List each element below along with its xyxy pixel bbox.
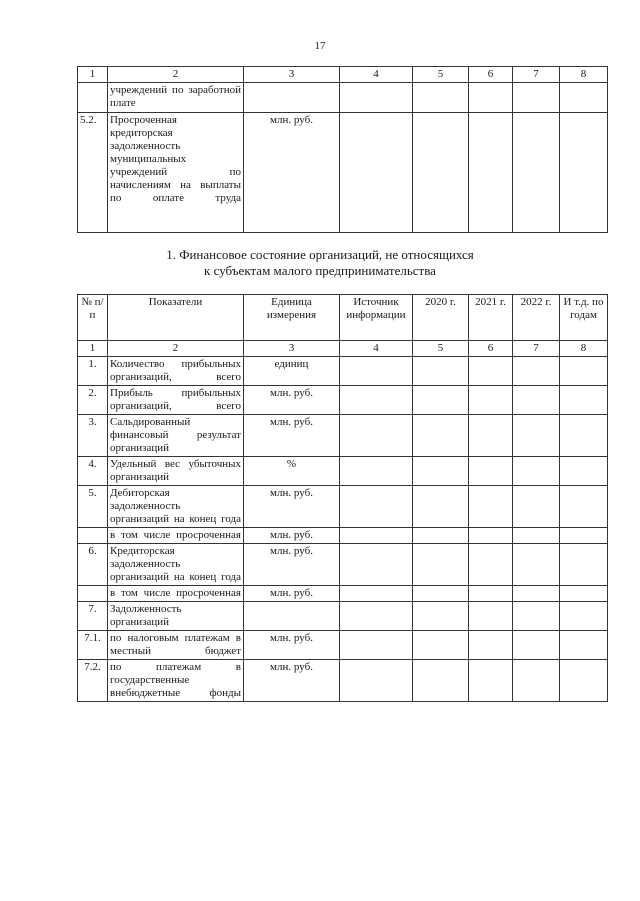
row-number: 7.2. <box>78 660 108 702</box>
empty-cell <box>560 528 608 544</box>
header-cell: Показатели <box>108 295 244 341</box>
empty-cell <box>469 586 513 602</box>
empty-cell <box>513 415 560 457</box>
table-row <box>78 660 608 702</box>
row-number <box>78 83 108 113</box>
empty-cell <box>469 631 513 660</box>
empty-cell <box>469 386 513 415</box>
empty-cell <box>469 602 513 631</box>
empty-cell <box>469 486 513 528</box>
empty-cell <box>340 357 413 386</box>
row-indicator: Сальдированный финансовый результат организаций <box>108 415 244 457</box>
row-indicator: в том числе просроченная <box>108 586 244 602</box>
row-unit: млн. руб. <box>244 486 340 528</box>
empty-cell <box>413 660 469 702</box>
table-row <box>78 602 608 631</box>
empty-cell <box>513 357 560 386</box>
row-indicator: Кредиторская задолженность организаций на конец года <box>108 544 244 586</box>
empty-cell <box>469 357 513 386</box>
col-number: 8 <box>560 67 608 83</box>
row-indicator: Удельный вес убыточных организаций <box>108 457 244 486</box>
col-number: 2 <box>108 67 244 83</box>
empty-cell <box>560 660 608 702</box>
empty-cell <box>513 631 560 660</box>
continued-table <box>77 66 608 233</box>
table-row <box>78 386 608 415</box>
empty-cell <box>513 660 560 702</box>
row-number: 1. <box>78 357 108 386</box>
empty-cell <box>340 486 413 528</box>
row-indicator: в том числе просроченная <box>108 528 244 544</box>
table-row <box>78 457 608 486</box>
header-cell: 2021 г. <box>469 295 513 341</box>
header-cell: 2022 г. <box>513 295 560 341</box>
financial-status-table <box>77 294 608 702</box>
row-indicator: учреждений по заработной плате <box>108 83 244 113</box>
section-title-line-1: 1. Финансовое состояние организаций, не относящихся <box>166 247 474 262</box>
empty-cell <box>513 544 560 586</box>
empty-cell <box>340 586 413 602</box>
header-cell: Источник информации <box>340 295 413 341</box>
empty-cell <box>413 415 469 457</box>
empty-cell <box>469 457 513 486</box>
empty-cell <box>560 544 608 586</box>
empty-cell <box>560 631 608 660</box>
header-cell: № п/п <box>78 295 108 341</box>
row-unit: млн. руб. <box>244 113 340 233</box>
col-number: 8 <box>560 341 608 357</box>
row-unit: млн. руб. <box>244 386 340 415</box>
table-row <box>78 486 608 528</box>
row-indicator: Прибыль прибыльных организаций, всего <box>108 386 244 415</box>
row-number: 2. <box>78 386 108 415</box>
empty-cell <box>513 602 560 631</box>
empty-cell <box>413 602 469 631</box>
empty-cell <box>469 528 513 544</box>
empty-cell <box>413 386 469 415</box>
row-number: 7. <box>78 602 108 631</box>
row-number: 5.2. <box>78 113 108 233</box>
column-number-row <box>78 67 608 83</box>
col-number: 6 <box>469 341 513 357</box>
empty-cell <box>469 544 513 586</box>
row-unit: млн. руб. <box>244 528 340 544</box>
empty-cell <box>513 586 560 602</box>
empty-cell <box>413 357 469 386</box>
row-indicator: Просроченная кредиторская задолженность муниципальных учреждений по начислениям на выплаты по оплате труда <box>108 113 244 233</box>
table-row <box>78 586 608 602</box>
empty-cell <box>513 528 560 544</box>
table-row <box>78 544 608 586</box>
row-indicator: по платежам в государственные внебюджетные фонды <box>108 660 244 702</box>
empty-cell <box>340 415 413 457</box>
empty-cell <box>513 457 560 486</box>
header-cell: И т.д. по годам <box>560 295 608 341</box>
col-number: 6 <box>469 67 513 83</box>
empty-cell <box>413 586 469 602</box>
row-number: 7.1. <box>78 631 108 660</box>
col-number: 5 <box>413 341 469 357</box>
empty-cell <box>340 457 413 486</box>
empty-cell <box>560 586 608 602</box>
empty-cell <box>340 631 413 660</box>
empty-cell <box>413 544 469 586</box>
row-unit: % <box>244 457 340 486</box>
empty-cell <box>469 660 513 702</box>
table-row <box>78 631 608 660</box>
empty-cell <box>513 386 560 415</box>
empty-cell <box>560 386 608 415</box>
empty-cell <box>560 357 608 386</box>
empty-cell <box>513 486 560 528</box>
col-number: 1 <box>78 67 108 83</box>
row-number <box>78 586 108 602</box>
table-row <box>78 83 608 113</box>
row-unit: млн. руб. <box>244 415 340 457</box>
header-cell: 2020 г. <box>413 295 469 341</box>
table-row <box>78 415 608 457</box>
col-number: 7 <box>513 341 560 357</box>
empty-cell <box>560 486 608 528</box>
col-number: 4 <box>340 341 413 357</box>
empty-cell <box>560 415 608 457</box>
header-row <box>78 295 608 341</box>
header-cell: Единица измерения <box>244 295 340 341</box>
empty-cell <box>340 602 413 631</box>
row-unit: млн. руб. <box>244 586 340 602</box>
row-unit <box>244 83 340 113</box>
table-row <box>78 113 608 233</box>
row-indicator: по налоговым платежам в местный бюджет <box>108 631 244 660</box>
empty-cell <box>560 457 608 486</box>
col-number: 5 <box>413 67 469 83</box>
col-number: 1 <box>78 341 108 357</box>
section-title-line-2: к субъектам малого предпринимательства <box>204 263 436 278</box>
col-number: 3 <box>244 341 340 357</box>
row-number <box>78 528 108 544</box>
empty-cell <box>469 415 513 457</box>
row-unit: млн. руб. <box>244 631 340 660</box>
col-number: 7 <box>513 67 560 83</box>
empty-cell <box>413 486 469 528</box>
row-unit: млн. руб. <box>244 660 340 702</box>
empty-cell <box>413 631 469 660</box>
row-number: 4. <box>78 457 108 486</box>
row-indicator: Количество прибыльных организаций, всего <box>108 357 244 386</box>
row-number: 5. <box>78 486 108 528</box>
empty-cell <box>413 457 469 486</box>
col-number: 4 <box>340 67 413 83</box>
empty-cell <box>413 528 469 544</box>
col-number: 3 <box>244 67 340 83</box>
row-indicator: Дебиторская задолженность организаций на конец года <box>108 486 244 528</box>
row-number: 6. <box>78 544 108 586</box>
empty-cell <box>340 660 413 702</box>
table-row <box>78 357 608 386</box>
table-row <box>78 528 608 544</box>
row-unit: млн. руб. <box>244 544 340 586</box>
empty-cell <box>340 386 413 415</box>
row-indicator: Задолженность организаций <box>108 602 244 631</box>
empty-cell <box>560 602 608 631</box>
row-unit <box>244 602 340 631</box>
row-number: 3. <box>78 415 108 457</box>
empty-cell <box>340 528 413 544</box>
row-unit: единиц <box>244 357 340 386</box>
empty-cell <box>340 544 413 586</box>
column-number-row <box>78 341 608 357</box>
col-number: 2 <box>108 341 244 357</box>
page-number: 17 <box>314 40 326 52</box>
